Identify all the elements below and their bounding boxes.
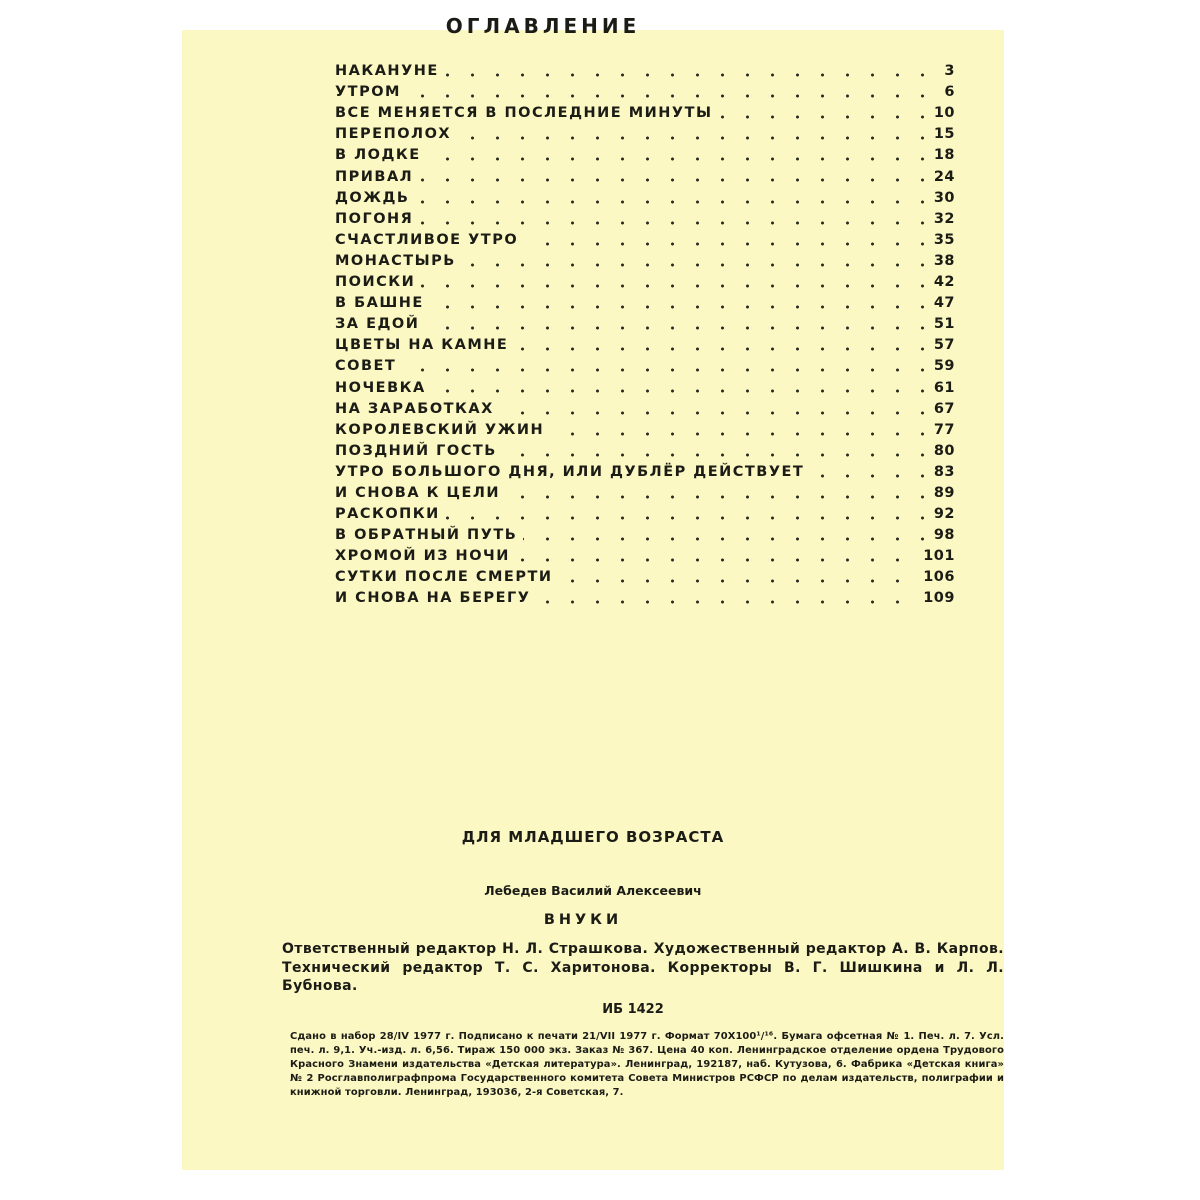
toc-entry-page: 67 xyxy=(928,400,955,418)
toc-entry xyxy=(335,59,955,80)
toc-entry-page: 42 xyxy=(928,273,955,291)
toc-entry-page: 47 xyxy=(928,294,955,312)
toc-entry-title: ПЕРЕПОЛОХ xyxy=(335,125,457,143)
toc-entry-title: В БАШНЕ xyxy=(335,294,430,312)
toc-entry xyxy=(335,101,955,122)
toc-entry-title: И СНОВА НА БЕРЕГУ xyxy=(335,589,536,607)
author-name: Лебедев Василий Алексеевич xyxy=(484,883,702,898)
toc-entry-title: ДОЖДЬ xyxy=(335,189,415,207)
toc-entry xyxy=(335,439,955,460)
toc-heading: ОГЛАВЛЕНИЕ xyxy=(445,14,641,38)
toc-entry xyxy=(335,333,955,354)
printing-colophon: Сдано в набор 28/IV 1977 г. Подписано к печати 21/VII 1977 г. Формат 70Х100¹/¹⁶. Бумага офсетная № 1. Печ. л. 7. Усл. печ. л. 9,1. Уч.-изд. л. 6,56. Тираж 150 000 экз. Заказ № 367. Цена 40 коп. Ленинградское отделение ордена Трудового Красного Знамени издательства «Детская литература». Ленинград, 192187, наб. Кутузова, 6. Фабрика «Детская книга» № 2 Росглавполиграфпрома Государственного комитета Совета Министров РСФСР по делам издательств, полиграфии и книжной торговли. Ленинград, 193036, 2-я Советская, 7. xyxy=(290,1031,1004,1098)
toc-entry xyxy=(335,502,955,523)
toc-entry xyxy=(335,270,955,291)
toc-entry-page: 24 xyxy=(928,168,955,186)
toc-entry-title: В ЛОДКЕ xyxy=(335,146,427,164)
toc-entry-title: МОНАСТЫРЬ xyxy=(335,252,462,270)
toc-entry-title: В ОБРАТНЫЙ ПУТЬ xyxy=(335,526,523,544)
toc-entry-title: СУТКИ ПОСЛЕ СМЕРТИ xyxy=(335,568,558,586)
toc-entry-title: НАКАНУНЕ xyxy=(335,62,445,80)
ib-number: ИБ 1422 xyxy=(602,1002,664,1017)
toc-entry xyxy=(335,397,955,418)
toc-entry-page: 61 xyxy=(928,379,955,397)
age-group-label: ДЛЯ МЛАДШЕГО ВОЗРАСТА xyxy=(461,828,725,846)
toc-entry-title: СОВЕТ xyxy=(335,357,402,375)
toc-entry xyxy=(335,312,955,333)
toc-entry xyxy=(335,143,955,164)
toc-entry-title: СЧАСТЛИВОЕ УТРО xyxy=(335,231,524,249)
toc-entry-page: 109 xyxy=(917,589,955,607)
toc-entry xyxy=(335,418,955,439)
toc-entry xyxy=(335,164,955,185)
toc-entry-title: И СНОВА К ЦЕЛИ xyxy=(335,484,506,502)
toc-entry xyxy=(335,249,955,270)
toc-entry xyxy=(335,523,955,544)
toc-entry xyxy=(335,80,955,101)
toc-entry-page: 38 xyxy=(928,252,955,270)
toc-entry-page: 35 xyxy=(928,231,955,249)
toc-entry-title: КОРОЛЕВСКИЙ УЖИН xyxy=(335,421,550,439)
toc-entry xyxy=(335,354,955,375)
toc-entry-title: ЦВЕТЫ НА КАМНЕ xyxy=(335,336,514,354)
toc-entry xyxy=(335,565,955,586)
toc-entry xyxy=(335,460,955,481)
book-page xyxy=(182,14,1004,1170)
toc-entry xyxy=(335,186,955,207)
toc-entry-page: 83 xyxy=(928,463,955,481)
toc-entry-page: 15 xyxy=(928,125,955,143)
toc-entry-title: ХРОМОЙ ИЗ НОЧИ xyxy=(335,547,516,565)
toc-entry-page: 51 xyxy=(928,315,955,333)
toc-entry xyxy=(335,544,955,565)
editors-credits: Ответственный редактор Н. Л. Страшкова. Художественный редактор А. В. Карпов. Технический редактор Т. С. Харитонова. Корректоры В. Г. Шишкина и Л. Л. Бубнова. xyxy=(282,941,1004,994)
toc-entry xyxy=(335,481,955,502)
toc-entry xyxy=(335,586,955,607)
toc-entry-title: ПОГОНЯ xyxy=(335,210,419,228)
toc-entry xyxy=(335,291,955,312)
toc-entry-title: НА ЗАРАБОТКАХ xyxy=(335,400,500,418)
book-title: ВНУКИ xyxy=(543,912,623,928)
toc-entry-page: 6 xyxy=(938,83,955,101)
toc-entry xyxy=(335,207,955,228)
toc-entry-page: 77 xyxy=(928,421,955,439)
toc-entry-page: 32 xyxy=(928,210,955,228)
toc-entry xyxy=(335,228,955,249)
toc-entry-title: НОЧЕВКА xyxy=(335,379,432,397)
toc-entry-page: 89 xyxy=(928,484,955,502)
toc-entry-title: ПРИВАЛ xyxy=(335,168,419,186)
toc-entry-page: 98 xyxy=(928,526,955,544)
toc-entry-title: УТРО БОЛЬШОГО ДНЯ, ИЛИ ДУБЛЁР ДЕЙСТВУЕТ xyxy=(335,463,810,481)
toc-entry-page: 30 xyxy=(928,189,955,207)
toc-entry-title: УТРОМ xyxy=(335,83,407,101)
toc-entry-page: 106 xyxy=(917,568,955,586)
toc-entry-title: ПОИСКИ xyxy=(335,273,421,291)
toc-entry-title: РАСКОПКИ xyxy=(335,505,446,523)
toc-entry xyxy=(335,122,955,143)
toc-entry-page: 101 xyxy=(917,547,955,565)
toc-entry-page: 92 xyxy=(928,505,955,523)
toc-entry-page: 80 xyxy=(928,442,955,460)
toc-entry-page: 59 xyxy=(928,357,955,375)
toc-entry-page: 3 xyxy=(938,62,955,80)
toc-entry-page: 57 xyxy=(928,336,955,354)
toc-entry-title: ПОЗДНИЙ ГОСТЬ xyxy=(335,442,503,460)
toc-entry-title: ВСЕ МЕНЯЕТСЯ В ПОСЛЕДНИЕ МИНУТЫ xyxy=(335,104,719,122)
toc-entry-page: 18 xyxy=(928,146,955,164)
toc-entry-page: 10 xyxy=(928,104,955,122)
toc-entry xyxy=(335,375,955,396)
table-of-contents xyxy=(335,59,955,607)
toc-entry-title: ЗА ЕДОЙ xyxy=(335,315,425,333)
